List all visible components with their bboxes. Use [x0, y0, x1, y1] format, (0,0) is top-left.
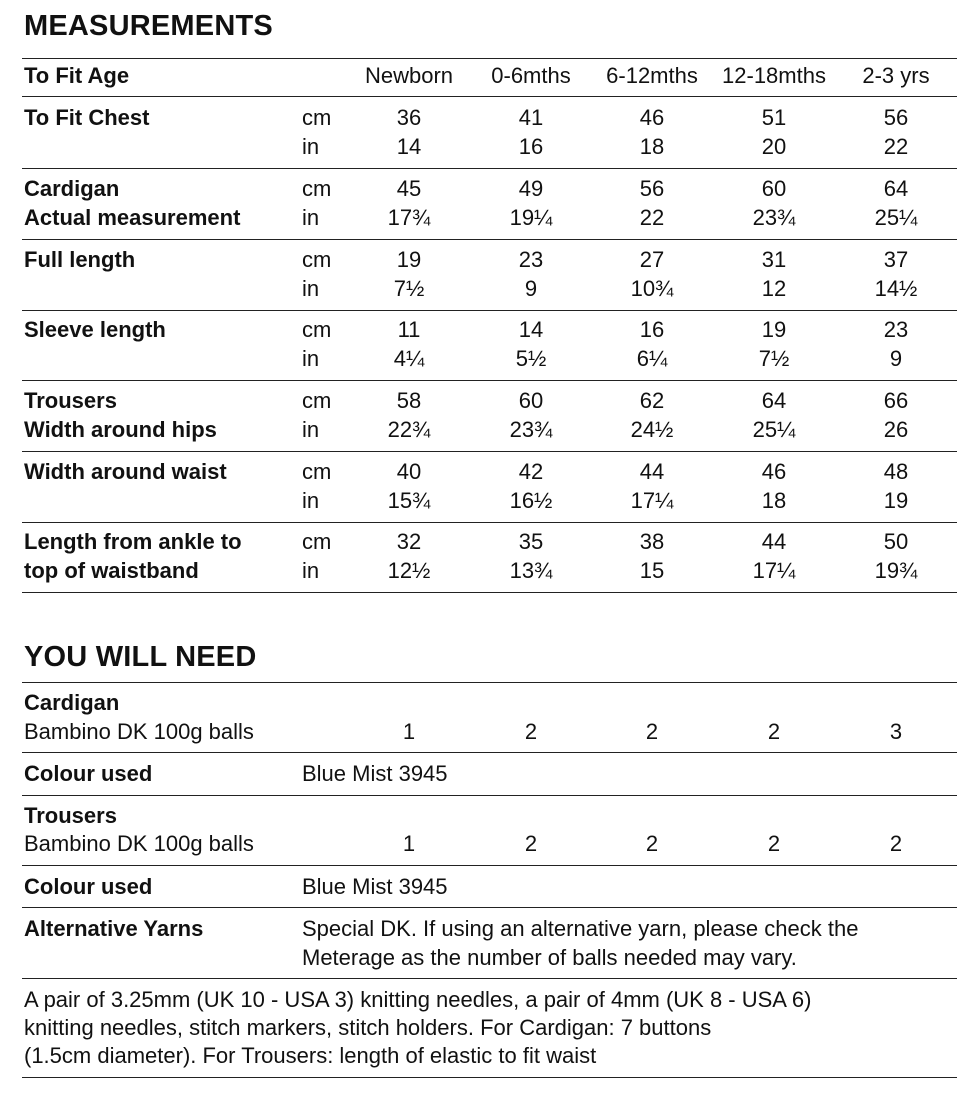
- value-cm: 19: [761, 317, 787, 342]
- value-in: 25¼: [752, 417, 796, 442]
- value-in: 15¾: [387, 488, 431, 513]
- value-cm: 37: [883, 247, 909, 272]
- notes-line-3: (1.5cm diameter). For Trousers: length of elastic to fit waist: [24, 1043, 597, 1068]
- value-cm: 14: [518, 317, 544, 342]
- value-cm: 23: [518, 247, 544, 272]
- value-cm: 32: [396, 529, 422, 554]
- value-in: 17¼: [630, 488, 674, 513]
- value-cm: 56: [883, 105, 909, 130]
- divider: [22, 451, 957, 452]
- value-in: 9: [524, 276, 538, 301]
- value-in: 24½: [630, 417, 674, 442]
- value-cm: 16: [639, 317, 665, 342]
- trousers-colour-value: Blue Mist 3945: [302, 874, 448, 899]
- divider: [22, 1077, 957, 1078]
- age-column-header: 2-3 yrs: [862, 63, 930, 88]
- value-in: 15: [639, 558, 665, 583]
- value-cm: 64: [883, 176, 909, 201]
- value-in: 23¾: [509, 417, 553, 442]
- value-cm: 48: [883, 459, 909, 484]
- value-cm: 38: [639, 529, 665, 554]
- row-label: To Fit Chest: [24, 105, 150, 130]
- value-in: 9: [889, 346, 903, 371]
- value-in: 7½: [758, 346, 790, 371]
- row-sublabel: top of waistband: [24, 558, 199, 583]
- value-in: 4¼: [393, 346, 425, 371]
- alternative-yarns-line2: Meterage as the number of balls needed may vary.: [302, 945, 797, 970]
- cardigan-ball-count: 2: [645, 719, 659, 744]
- value-cm: 36: [396, 105, 422, 130]
- divider: [22, 795, 957, 796]
- divider: [22, 380, 957, 381]
- unit-in: in: [302, 276, 320, 301]
- value-cm: 62: [639, 388, 665, 413]
- trousers-ball-count: 2: [645, 831, 659, 856]
- you-will-need-title: YOU WILL NEED: [24, 641, 257, 673]
- unit-cm: cm: [302, 388, 332, 413]
- value-cm: 35: [518, 529, 544, 554]
- row-sublabel: Width around hips: [24, 417, 217, 442]
- row-sublabel: Actual measurement: [24, 205, 241, 230]
- value-in: 7½: [393, 276, 425, 301]
- row-label: Width around waist: [24, 459, 227, 484]
- notes-line-2: knitting needles, stitch markers, stitch holders. For Cardigan: 7 buttons: [24, 1015, 712, 1040]
- trousers-colour-label: Colour used: [24, 874, 153, 899]
- value-in: 22: [639, 205, 665, 230]
- cardigan-yarn-label: Bambino DK 100g balls: [24, 719, 254, 744]
- value-in: 16: [518, 134, 544, 159]
- age-column-header: Newborn: [364, 63, 454, 88]
- value-cm: 46: [639, 105, 665, 130]
- cardigan-colour-label: Colour used: [24, 761, 153, 786]
- trousers-yarn-label: Bambino DK 100g balls: [24, 831, 254, 856]
- cardigan-ball-count: 2: [524, 719, 538, 744]
- trousers-ball-count: 2: [767, 831, 781, 856]
- value-cm: 64: [761, 388, 787, 413]
- divider: [22, 168, 957, 169]
- measurements-title: MEASUREMENTS: [24, 10, 273, 42]
- value-in: 22: [883, 134, 909, 159]
- value-in: 10¾: [630, 276, 674, 301]
- value-cm: 56: [639, 176, 665, 201]
- unit-in: in: [302, 346, 320, 371]
- unit-in: in: [302, 205, 320, 230]
- divider: [22, 96, 957, 97]
- alternative-yarns-line1: Special DK. If using an alternative yarn, please check the: [302, 916, 859, 941]
- value-cm: 50: [883, 529, 909, 554]
- trousers-heading: Trousers: [24, 803, 117, 828]
- value-in: 17¼: [752, 558, 796, 583]
- value-cm: 11: [397, 317, 421, 342]
- cardigan-heading: Cardigan: [24, 690, 120, 715]
- unit-cm: cm: [302, 317, 332, 342]
- unit-cm: cm: [302, 105, 332, 130]
- unit-cm: cm: [302, 459, 332, 484]
- value-in: 19¼: [509, 205, 553, 230]
- value-cm: 31: [761, 247, 787, 272]
- cardigan-ball-count: 3: [889, 719, 903, 744]
- row-label: Trousers: [24, 388, 117, 413]
- unit-in: in: [302, 488, 320, 513]
- value-in: 13¾: [509, 558, 553, 583]
- value-in: 12: [761, 276, 787, 301]
- divider: [22, 752, 957, 753]
- cardigan-colour-value: Blue Mist 3945: [302, 761, 448, 786]
- value-in: 23¾: [752, 205, 796, 230]
- value-in: 18: [639, 134, 665, 159]
- value-in: 17¾: [387, 205, 431, 230]
- notes-line-1: A pair of 3.25mm (UK 10 - USA 3) knitting needles, a pair of 4mm (UK 8 - USA 6): [24, 987, 812, 1012]
- cardigan-ball-count: 1: [402, 719, 416, 744]
- age-column-header: 0-6mths: [491, 63, 571, 88]
- trousers-ball-count: 2: [889, 831, 903, 856]
- divider: [22, 978, 957, 979]
- value-in: 12½: [387, 558, 431, 583]
- value-cm: 42: [518, 459, 544, 484]
- value-cm: 44: [639, 459, 665, 484]
- value-cm: 60: [761, 176, 787, 201]
- value-in: 25¼: [874, 205, 918, 230]
- value-in: 26: [883, 417, 909, 442]
- age-column-header: 6-12mths: [606, 63, 698, 88]
- row-label: Cardigan: [24, 176, 120, 201]
- value-in: 19¾: [874, 558, 918, 583]
- age-label: To Fit Age: [24, 63, 130, 88]
- value-cm: 46: [761, 459, 787, 484]
- row-label: Length from ankle to: [24, 529, 242, 554]
- unit-in: in: [302, 558, 320, 583]
- divider: [22, 58, 957, 59]
- value-cm: 19: [396, 247, 422, 272]
- value-in: 18: [761, 488, 787, 513]
- divider: [22, 592, 957, 593]
- value-cm: 58: [396, 388, 422, 413]
- value-cm: 51: [761, 105, 787, 130]
- value-in: 5½: [515, 346, 547, 371]
- value-in: 22¾: [387, 417, 431, 442]
- value-cm: 45: [396, 176, 422, 201]
- value-cm: 41: [518, 105, 544, 130]
- value-cm: 66: [883, 388, 909, 413]
- value-in: 19: [883, 488, 909, 513]
- value-in: 6¼: [636, 346, 668, 371]
- trousers-ball-count: 2: [524, 831, 538, 856]
- value-in: 20: [761, 134, 787, 159]
- unit-in: in: [302, 134, 320, 159]
- divider: [22, 522, 957, 523]
- divider: [22, 239, 957, 240]
- unit-cm: cm: [302, 529, 332, 554]
- value-cm: 27: [639, 247, 665, 272]
- divider: [22, 682, 957, 683]
- divider: [22, 907, 957, 908]
- value-in: 16½: [509, 488, 553, 513]
- alternative-yarns-label: Alternative Yarns: [24, 916, 204, 941]
- value-cm: 49: [518, 176, 544, 201]
- unit-cm: cm: [302, 247, 332, 272]
- row-label: Sleeve length: [24, 317, 166, 342]
- divider: [22, 865, 957, 866]
- unit-in: in: [302, 417, 320, 442]
- value-cm: 44: [761, 529, 787, 554]
- value-cm: 60: [518, 388, 544, 413]
- row-label: Full length: [24, 247, 136, 272]
- value-cm: 40: [396, 459, 422, 484]
- cardigan-ball-count: 2: [767, 719, 781, 744]
- value-in: 14½: [874, 276, 918, 301]
- divider: [22, 310, 957, 311]
- value-in: 14: [396, 134, 422, 159]
- unit-cm: cm: [302, 176, 332, 201]
- age-column-header: 12-18mths: [722, 63, 826, 88]
- trousers-ball-count: 1: [402, 831, 416, 856]
- value-cm: 23: [883, 317, 909, 342]
